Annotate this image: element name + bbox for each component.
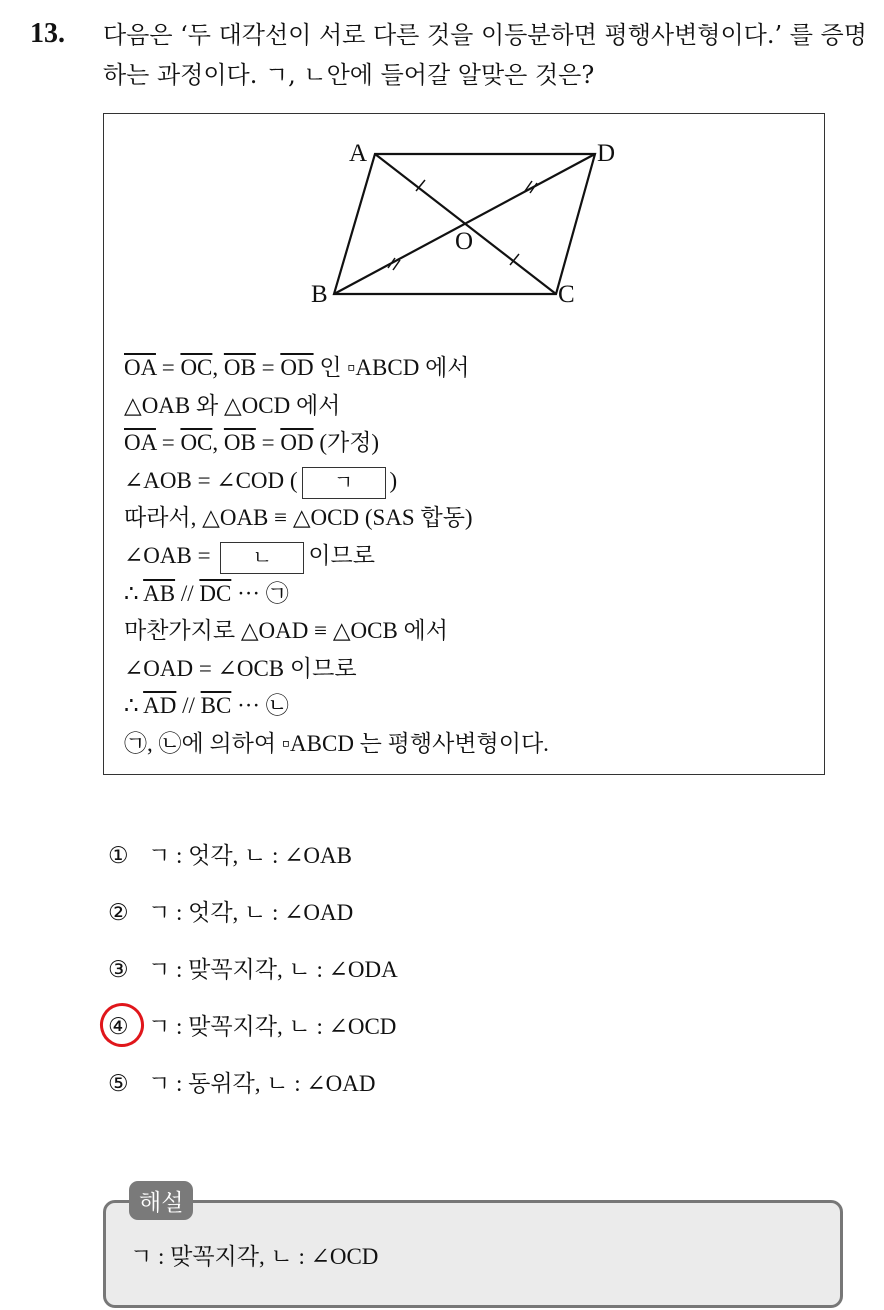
question-text: 다음은 ‘두 대각선이 서로 다른 것을 이등분하면 평행사변형이다.’ 를 증명하는 과정이다. ㄱ, ㄴ안에 들어갈 알맞은 것은?	[103, 21, 867, 89]
proof-line: △OAB 와 △OCD 에서	[124, 392, 341, 418]
label-c: C	[558, 281, 575, 308]
label-d: D	[597, 140, 616, 167]
solution-label: 해설	[129, 1181, 193, 1220]
choice-5[interactable]: ⑤ ㄱ : 동위각, ㄴ : ∠OAD	[108, 1071, 376, 1096]
proof-line: ㉠, ㉡에 의하여 ▫ABCD 는 평행사변형이다.	[124, 730, 549, 756]
choice-2[interactable]: ② ㄱ : 엇각, ㄴ : ∠OAD	[108, 900, 354, 925]
proof-line: 마찬가지로 △OAD ≡ △OCB 에서	[124, 618, 448, 644]
proof-box	[103, 113, 825, 775]
proof-line: ∴ $\overline{AD} // \overline{BC}$ ··· ㉡	[124, 693, 289, 719]
label-a: A	[349, 140, 368, 167]
label-b: B	[311, 281, 328, 308]
blank-nieun: ㄴ	[220, 542, 304, 574]
parallelogram-diagram	[299, 134, 629, 324]
solution-text: ㄱ : 맞꼭지각, ㄴ : ∠OCD	[130, 1244, 379, 1269]
proof-line: ∠OAD = ∠OCB 이므로	[124, 655, 357, 681]
proof-line: $\overline{OA} = \overline{OC}$, $\overline{OB} = \overline{OD}$ 인 ▫ABCD 에서	[124, 355, 470, 380]
proof-line: ∠AOB = ∠COD ( ㄱ )	[124, 462, 549, 500]
choice-3[interactable]: ③ ㄱ : 맞꼭지각, ㄴ : ∠ODA	[108, 957, 398, 982]
choice-1[interactable]: ① ㄱ : 엇각, ㄴ : ∠OAB	[108, 843, 352, 868]
question-number: 13.	[30, 18, 65, 49]
proof-line: ∠OAB = ㄴ 이므로	[124, 537, 549, 575]
choice-4[interactable]: ④ ㄱ : 맞꼭지각, ㄴ : ∠OCD	[108, 1009, 398, 1066]
proof-line: 따라서, △OAB ≡ △OCD (SAS 합동)	[124, 505, 473, 531]
proof-lines	[124, 349, 549, 763]
label-o: O	[455, 228, 474, 255]
answer-choices	[108, 838, 398, 1123]
blank-giyeok: ㄱ	[302, 467, 386, 499]
proof-line: $\overline{OA} = \overline{OC}$, $\overline{OB} = \overline{OD}$ (가정)	[124, 430, 380, 456]
proof-line: ∴ $\overline{AB} // \overline{DC}$ ··· ㉠	[124, 580, 289, 606]
